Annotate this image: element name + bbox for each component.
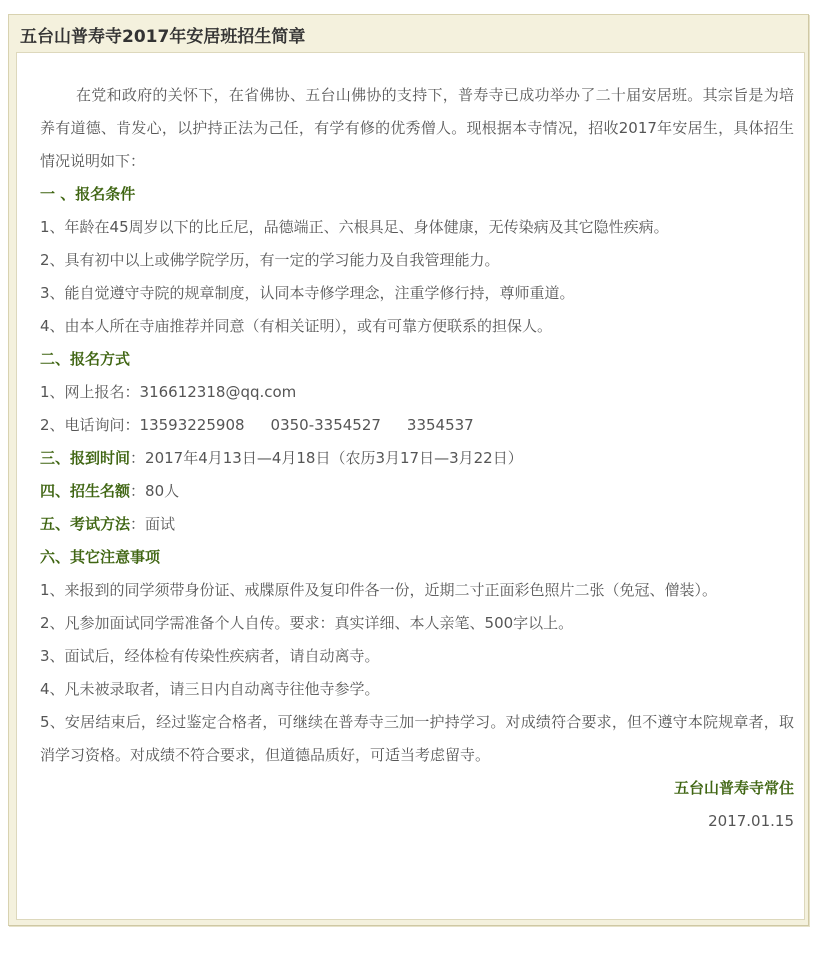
announcement-content — [40, 79, 794, 838]
registration-online — [40, 376, 794, 409]
section-heading-notes: 六、其它注意事项 — [40, 548, 161, 566]
note-item: 1、来报到的同学须带身份证、戒牒原件及复印件各一份，近期二寸正面彩色照片二张（免冠、僧装）。 — [40, 581, 718, 599]
registration-online-label: 1、网上报名： — [40, 383, 140, 401]
section-report-time — [40, 442, 794, 475]
section-heading-report-time: 三、报到时间 — [40, 449, 131, 467]
announcement-panel — [8, 14, 809, 926]
registration-phone — [40, 409, 794, 442]
registration-phone-label: 2、电话询问： — [40, 416, 140, 434]
section-heading-quota: 四、招生名额 — [40, 482, 131, 500]
colon: ： — [130, 482, 146, 500]
section-heading-exam: 五、考试方法 — [40, 515, 131, 533]
section-quota — [40, 475, 794, 508]
quota-value: 80人 — [145, 482, 180, 500]
date: 2017.01.15 — [708, 812, 794, 830]
phone-number-mobile: 13593225908 — [139, 416, 245, 434]
note-item: 5、安居结束后，经过鉴定合格者，可继续在普寿寺三加一护持学习。对成绩符合要求，但不遵守本院规章者，取消学习资格。对成绩不符合要求，但道德品质好，可适当考虑留寺。 — [40, 713, 794, 764]
colon: ： — [130, 449, 146, 467]
note-item: 3、面试后，经体检有传染性疾病者，请自动离寺。 — [40, 647, 380, 665]
report-time-value: 2017年4月13日—4月18日（农历3月17日—3月22日） — [145, 449, 523, 467]
section-exam — [40, 508, 794, 541]
exam-value: 面试 — [145, 515, 176, 533]
registration-email: 316612318@qq.com — [139, 383, 297, 401]
colon: ： — [130, 515, 146, 533]
requirement-item: 4、由本人所在寺庙推荐并同意（有相关证明），或有可靠方便联系的担保人。 — [40, 317, 553, 335]
requirement-item: 1、年龄在45周岁以下的比丘尼，品德端正、六根具足、身体健康，无传染病及其它隐性疾病。 — [40, 218, 669, 236]
note-item: 2、凡参加面试同学需准备个人自传。要求：真实详细、本人亲笔、500字以上。 — [40, 614, 574, 632]
requirement-item: 2、具有初中以上或佛学院学历，有一定的学习能力及自我管理能力。 — [40, 251, 500, 269]
phone-number-short: 3354537 — [406, 416, 474, 434]
announcement-body — [16, 52, 805, 920]
note-item: 4、凡未被录取者，请三日内自动离寺往他寺参学。 — [40, 680, 380, 698]
phone-number-office: 0350-3354527 — [270, 416, 381, 434]
signature: 五台山普寿寺常住 — [673, 779, 794, 797]
section-heading-registration: 二、报名方式 — [40, 350, 131, 368]
page-title: 五台山普寿寺2017年安居班招生简章 — [20, 27, 306, 47]
intro-paragraph: 在党和政府的关怀下，在省佛协、五台山佛协的支持下，普寿寺已成功举办了二十届安居班。其宗旨是为培养有道德、肯发心，以护持正法为己任，有学有修的优秀僧人。现根据本寺情况，招收2017年安居生，具体招生情况说明如下： — [40, 86, 794, 170]
requirement-item: 3、能自觉遵守寺院的规章制度，认同本寺修学理念，注重学修行持，尊师重道。 — [40, 284, 575, 302]
section-heading-requirements: 一 、报名条件 — [40, 185, 136, 203]
